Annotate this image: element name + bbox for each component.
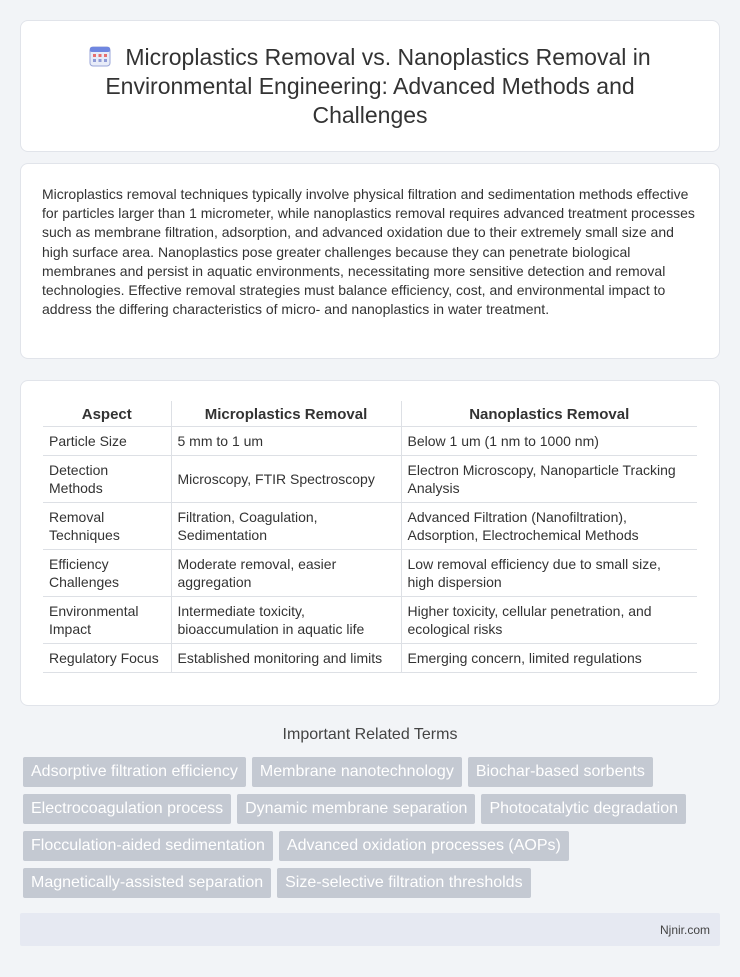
related-term-tag[interactable]: Flocculation-aided sedimentation xyxy=(23,831,273,861)
table-row xyxy=(43,597,697,644)
row-aspect: Detection Methods xyxy=(43,456,171,503)
intro-paragraph: Microplastics removal techniques typically involve physical filtration and sedimentation methods effective for particles larger than 1 micrometer, while nanoplastics removal requires advanced treatment processes such as membrane filtration, adsorption, and advanced oxidation due to their extremely small size and high surface area. Nanoplastics pose greater challenges because they can penetrate biological membranes and persist in aquatic environments, necessitating more sensitive detection and removal technologies. Effective removal strategies must balance efficiency, cost, and environmental impact to address the differing characteristics of micro- and nanoplastics in water treatment. xyxy=(42,186,695,318)
row-aspect: Efficiency Challenges xyxy=(43,550,171,597)
page-title xyxy=(61,43,679,130)
title-card xyxy=(20,20,720,152)
calendar-icon xyxy=(89,45,111,67)
related-term-tag[interactable]: Adsorptive filtration efficiency xyxy=(23,757,246,787)
table-header-row xyxy=(43,401,697,427)
related-term-tag[interactable]: Dynamic membrane separation xyxy=(237,794,475,824)
row-micro: Intermediate toxicity, bioaccumulation in aquatic life xyxy=(171,597,401,644)
row-nano: Higher toxicity, cellular penetration, and ecological risks xyxy=(401,597,697,644)
row-nano: Electron Microscopy, Nanoparticle Tracking Analysis xyxy=(401,456,697,503)
row-micro: Moderate removal, easier aggregation xyxy=(171,550,401,597)
header-microplastics: Microplastics Removal xyxy=(171,401,401,427)
related-term-tag[interactable]: Photocatalytic degradation xyxy=(481,794,686,824)
row-nano: Advanced Filtration (Nanofiltration), Adsorption, Electrochemical Methods xyxy=(401,503,697,550)
row-aspect: Particle Size xyxy=(43,427,171,456)
header-aspect: Aspect xyxy=(43,401,171,427)
comparison-table xyxy=(43,401,697,673)
row-nano: Below 1 um (1 nm to 1000 nm) xyxy=(401,427,697,456)
row-aspect: Environmental Impact xyxy=(43,597,171,644)
footer xyxy=(20,913,720,946)
comparison-table-card xyxy=(20,380,720,706)
row-aspect: Regulatory Focus xyxy=(43,644,171,673)
row-micro: Established monitoring and limits xyxy=(171,644,401,673)
row-micro: Microscopy, FTIR Spectroscopy xyxy=(171,456,401,503)
intro-card xyxy=(20,163,720,359)
row-micro: Filtration, Coagulation, Sedimentation xyxy=(171,503,401,550)
row-nano: Low removal efficiency due to small size, high dispersion xyxy=(401,550,697,597)
related-terms-title: Important Related Terms xyxy=(282,726,458,743)
row-aspect: Removal Techniques xyxy=(43,503,171,550)
table-row xyxy=(43,427,697,456)
page-title-text: Microplastics Removal vs. Nanoplastics Removal in Environmental Engineering: Advanced Methods and Challenges xyxy=(105,43,651,128)
row-nano: Emerging concern, limited regulations xyxy=(401,644,697,673)
related-terms-list xyxy=(23,757,713,898)
related-term-tag[interactable]: Advanced oxidation processes (AOPs) xyxy=(279,831,569,861)
footer-site-link[interactable]: Njnir.com xyxy=(659,923,710,937)
related-term-tag[interactable]: Biochar-based sorbents xyxy=(468,757,653,787)
table-row xyxy=(43,503,697,550)
table-row xyxy=(43,456,697,503)
table-row xyxy=(43,550,697,597)
related-term-tag[interactable]: Magnetically-assisted separation xyxy=(23,868,271,898)
header-nanoplastics: Nanoplastics Removal xyxy=(401,401,697,427)
related-term-tag[interactable]: Size-selective filtration thresholds xyxy=(277,868,530,898)
related-term-tag[interactable]: Membrane nanotechnology xyxy=(252,757,462,787)
related-term-tag[interactable]: Electrocoagulation process xyxy=(23,794,231,824)
table-row xyxy=(43,644,697,673)
row-micro: 5 mm to 1 um xyxy=(171,427,401,456)
